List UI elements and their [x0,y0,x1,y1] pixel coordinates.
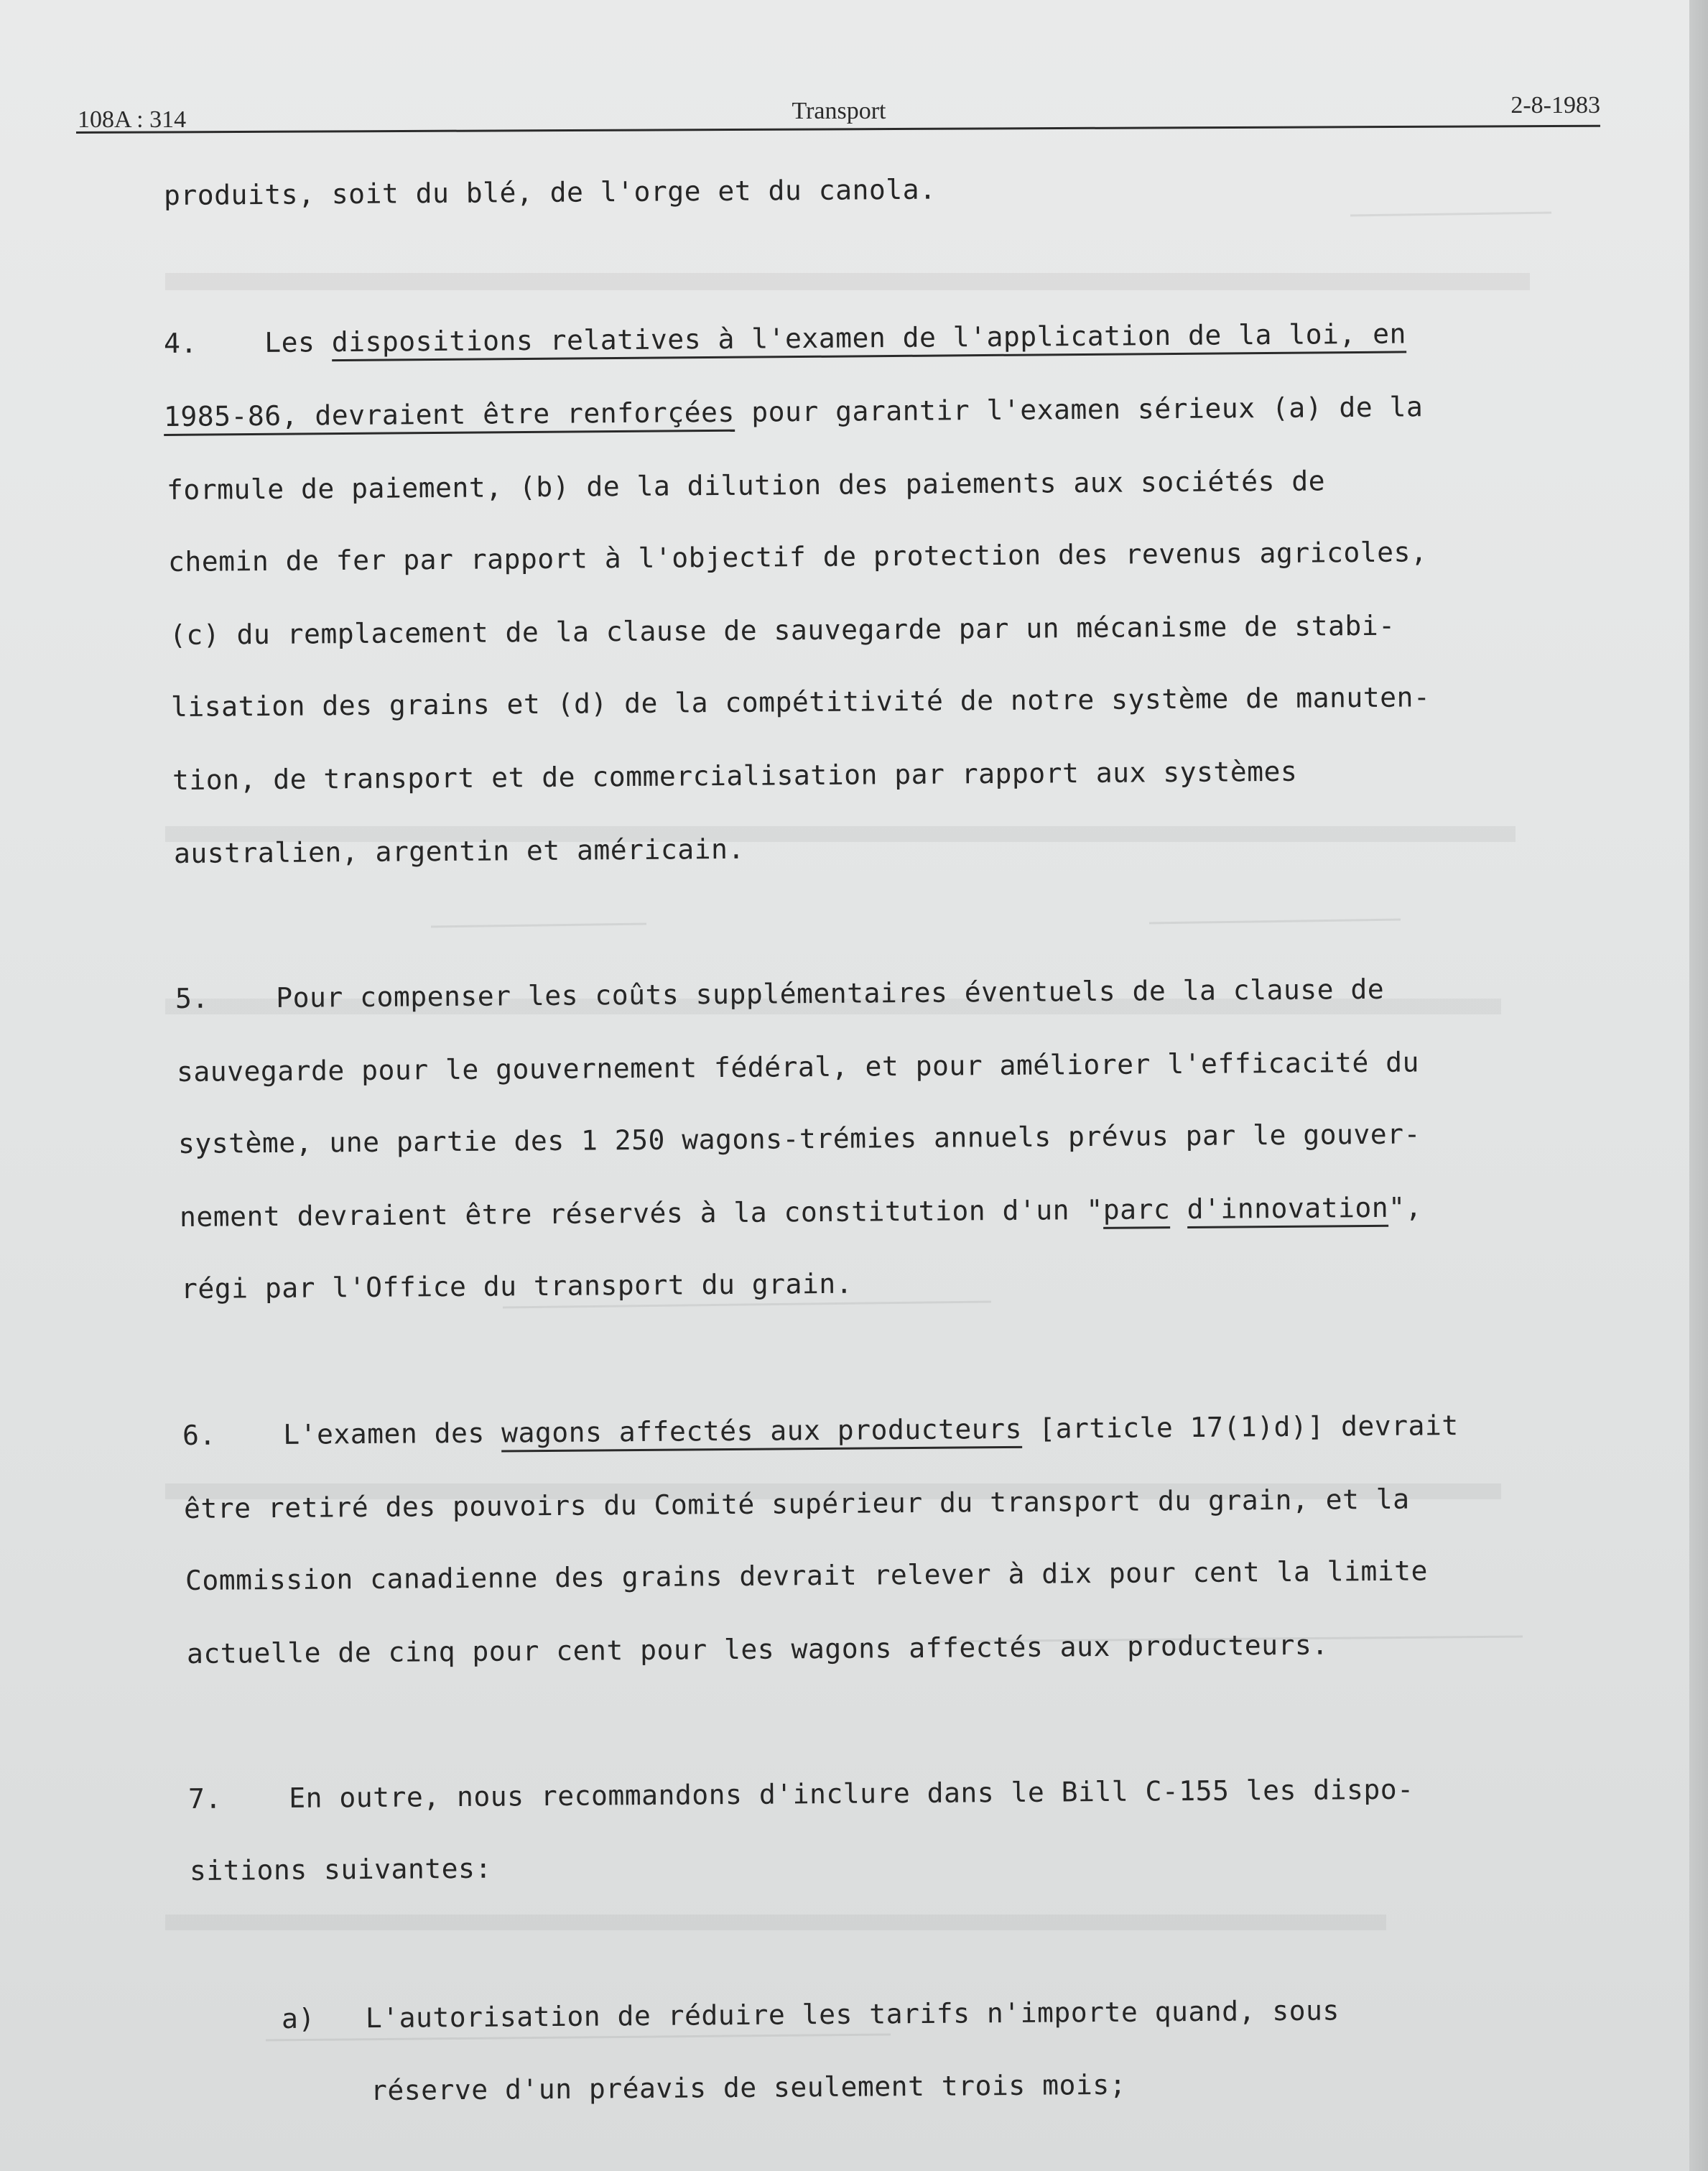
paragraph-5-line-3: système, une partie des 1 250 wagons-trémies annuels prévus par le gouver- [177,1118,1421,1159]
paragraph-number: 7. [187,1782,222,1815]
paragraph-6-line-4: actuelle de cinq pour cent pour les wagons affectés aux producteurs. [186,1629,1329,1670]
paragraph-6-line-1: 6. L'examen des wagons affectés aux producteurs [article 17(1)d)] devrait [182,1409,1459,1451]
header-page-number: 108A : 314 [78,106,187,133]
paragraph-7-line-2: sitions suivantes: [189,1852,492,1887]
paragraph-4-line-1: 4. Les dispositions relatives à l'examen de l'application de la loi, en [164,318,1406,359]
header-date: 2-8-1983 [1510,92,1600,119]
paragraph-number: 5. [175,982,209,1014]
underlined-text: d'innovation [1187,1192,1388,1228]
paragraph-5-line-2: sauvegarde pour le gouvernement fédéral, et pour améliorer l'efficacité du [176,1046,1420,1088]
paragraph-4-line-3: formule de paiement, (b) de la dilution des paiements aux sociétés de [166,465,1326,506]
list-item-a-line-2: réserve d'un préavis de seulement trois mois; [370,2068,1127,2106]
paragraph-line: produits, soit du blé, de l'orge et du canola. [163,173,937,211]
paragraph-6-line-3: Commission canadienne des grains devrait relever à dix pour cent la limite [185,1555,1429,1596]
paragraph-5-line-4: nement devraient être réservés à la constitution d'un "parc d'innovation", [179,1191,1423,1233]
paragraph-4-line-5: (c) du remplacement de la clause de sauvegarde par un mécanisme de stabi- [169,609,1396,651]
paragraph-4-line-4: chemin de fer par rapport à l'objectif de protection des revenus agricoles, [167,536,1428,578]
paragraph-4-line-6: lisation des grains et (d) de la compétitivité de notre système de manuten- [170,681,1431,723]
paragraph-6-line-2: être retiré des pouvoirs du Comité supérieur du transport du grain, et la [183,1483,1410,1524]
paragraph-5-line-5: régi par l'Office du transport du grain. [180,1267,853,1305]
header-title: Transport [792,98,886,124]
underlined-text: wagons affectés aux producteurs [501,1413,1022,1453]
paragraph-4-line-8: australien, argentin et américain. [173,833,746,869]
underlined-text: dispositions relatives à l'examen de l'application de la loi, en [332,318,1407,361]
paragraph-number: 6. [182,1419,216,1451]
paragraph-4-line-7: tion, de transport et de commercialisation par rapport aux systèmes [172,755,1298,796]
list-item-a-line-1: a) L'autorisation de réduire les tarifs n'importe quand, sous [281,1994,1340,2035]
paragraph-7-line-1: 7. En outre, nous recommandons d'inclure dans le Bill C-155 les dispo- [187,1773,1414,1815]
paragraph-4-line-2: 1985-86, devraient être renforçées pour garantir l'examen sérieux (a) de la [164,391,1424,432]
paragraph-5-line-1: 5. Pour compenser les coûts supplémentaires éventuels de la clause de [175,973,1385,1014]
list-label: a) [281,2002,315,2035]
underlined-text: 1985-86, devraient être renforçées [164,397,735,436]
paragraph-number: 4. [163,327,198,359]
underlined-text: parc [1103,1193,1171,1229]
